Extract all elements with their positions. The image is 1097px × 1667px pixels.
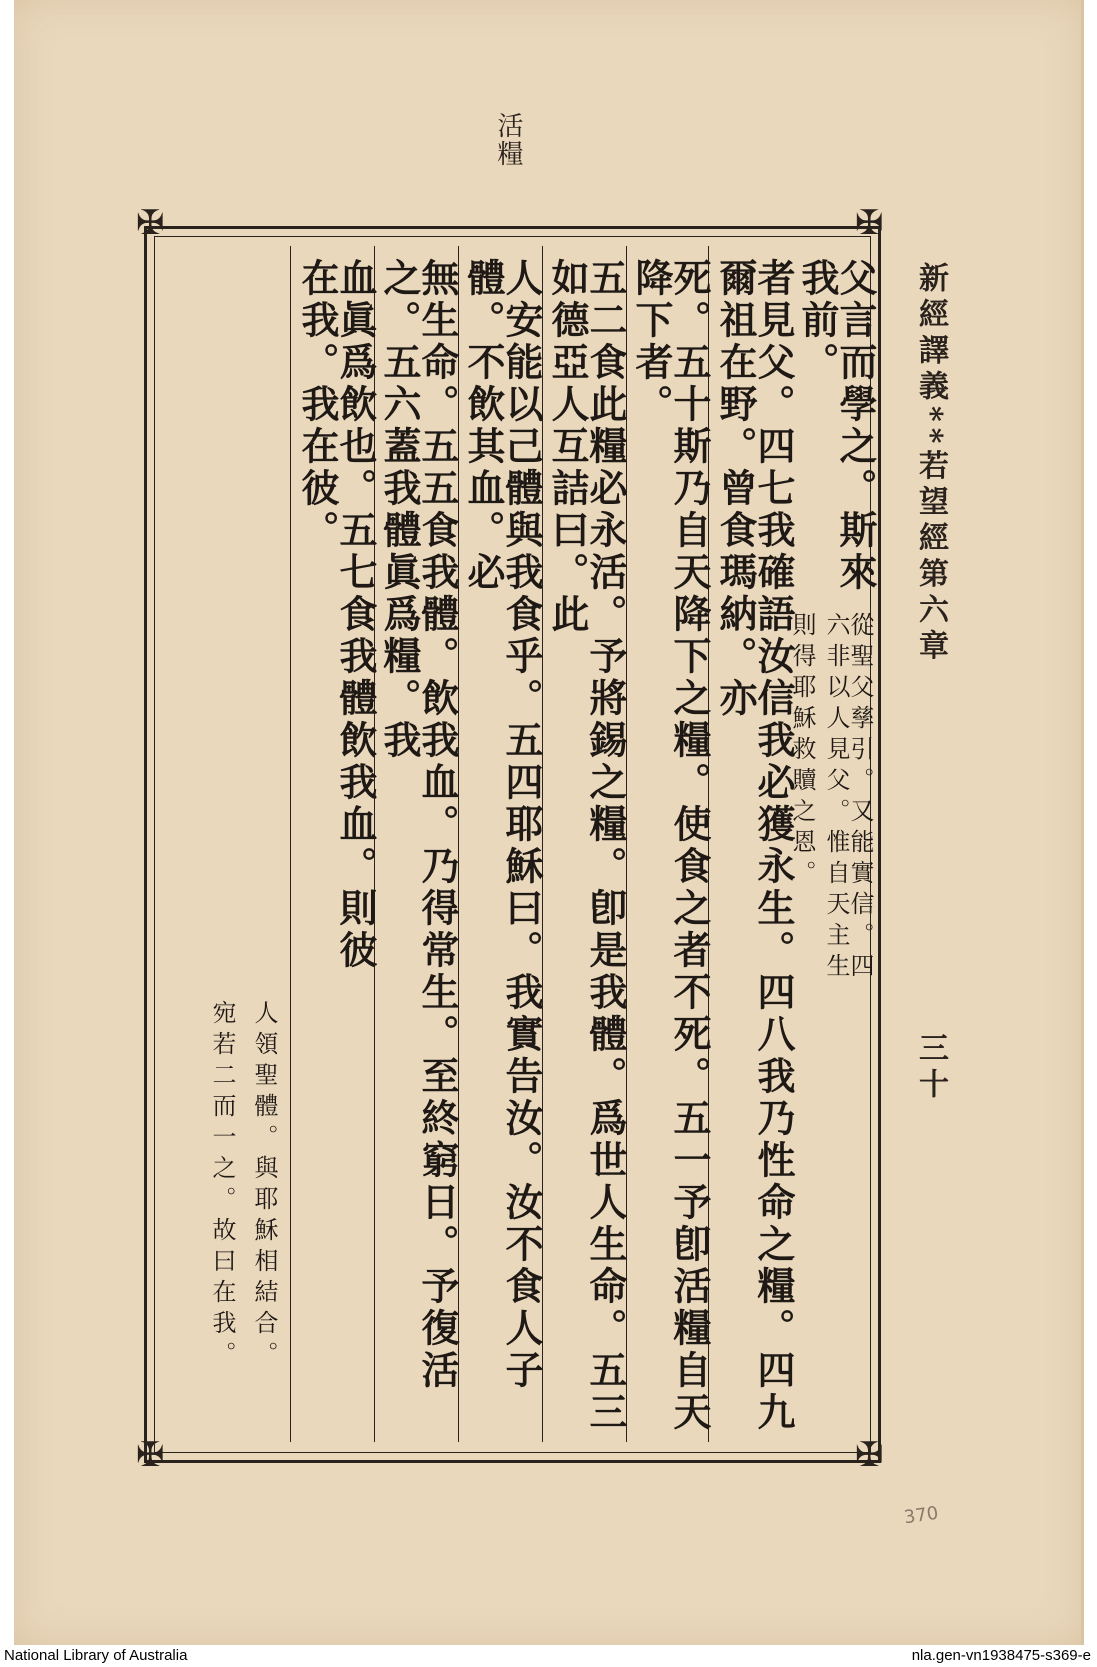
text-column-1: 父言而學之。斯來我前。 xyxy=(795,258,878,594)
column-1-note-b: 則得耶穌救贖之恩。 xyxy=(788,612,816,891)
footer-bar xyxy=(0,1645,1097,1667)
corner-ornament-icon: ✠ xyxy=(136,203,165,243)
footer-item-id: nla.gen-vn1938475-s369-e xyxy=(911,1647,1091,1664)
corner-ornament-icon: ✠ xyxy=(136,1435,165,1475)
running-head: 活糧 xyxy=(493,112,523,168)
text-column-2: 者見父。四七我確語汝信我必獲永生。四八我乃性命之糧。四九爾祖在野。曾食瑪納。亦 xyxy=(713,258,796,1434)
chapter-title: 新經譯義**若望經第六章 xyxy=(913,262,948,666)
footer-library-name: National Library of Australia xyxy=(4,1647,188,1664)
column-rule xyxy=(290,246,291,1442)
column-1-note-a: 從聖父孳引。又能實信。四六非以人見父。惟自天主生 xyxy=(822,612,874,984)
corner-ornament-icon: ✠ xyxy=(855,1435,884,1475)
text-column-7: 血眞爲飲也。五七食我體飲我血。則彼在我。我在彼。 xyxy=(295,258,378,972)
page-number: 三十 xyxy=(913,1032,948,1104)
text-column-3: 死。五十斯乃自天降下之糧。使食之者不死。五一予卽活糧自天降下者。 xyxy=(629,258,712,1434)
pencil-mark: 370 xyxy=(902,1502,940,1529)
text-column-6: 無生命。五五食我體。飲我血。乃得常生。至終窮日。予復活之。五六蓋我體眞爲糧。我 xyxy=(377,258,460,1392)
column-7-note-a: 人領聖體。與耶穌相結合。 xyxy=(250,1000,278,1372)
corner-ornament-icon: ✠ xyxy=(855,203,884,243)
column-7-note-b: 宛若二而一之。故曰在我。 xyxy=(208,1000,236,1372)
text-column-4: 五二食此糧必永活。予將錫之糧。卽是我體。爲世人生命。五三如德亞人互詰曰。此 xyxy=(545,258,628,1434)
text-column-5: 人安能以己體與我食乎。五四耶穌曰。我實告汝。汝不食人子體。不飲其血。必 xyxy=(461,258,544,1392)
